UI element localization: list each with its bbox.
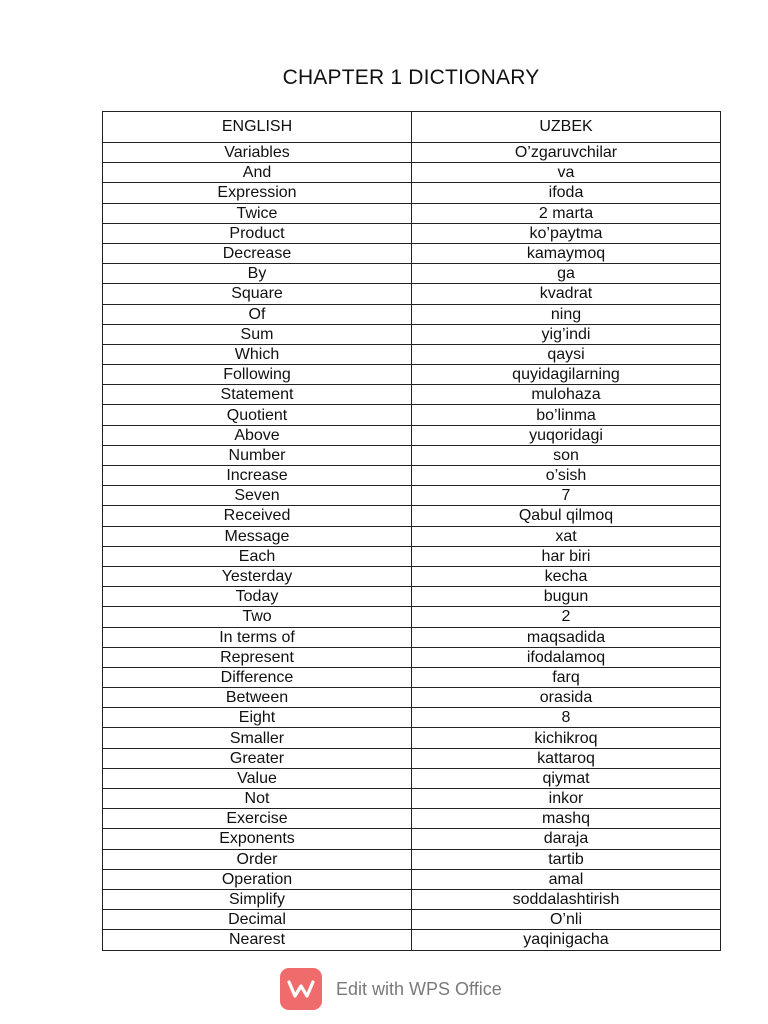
english-term-cell: Statement bbox=[103, 385, 412, 405]
table-row bbox=[103, 728, 721, 748]
english-term-cell: Not bbox=[103, 789, 412, 809]
uzbek-term-cell: va bbox=[412, 163, 721, 183]
table-row bbox=[103, 324, 721, 344]
column-header-uzbek: UZBEK bbox=[412, 112, 721, 143]
uzbek-term-cell: amal bbox=[412, 869, 721, 889]
table-row bbox=[103, 587, 721, 607]
english-term-cell: Represent bbox=[103, 647, 412, 667]
uzbek-term-cell: daraja bbox=[412, 829, 721, 849]
table-row bbox=[103, 930, 721, 950]
table-row bbox=[103, 223, 721, 243]
table-row bbox=[103, 849, 721, 869]
table-row bbox=[103, 789, 721, 809]
uzbek-term-cell: bugun bbox=[412, 587, 721, 607]
uzbek-term-cell: kvadrat bbox=[412, 284, 721, 304]
uzbek-term-cell: ifodalamoq bbox=[412, 647, 721, 667]
english-term-cell: Simplify bbox=[103, 889, 412, 909]
uzbek-term-cell: son bbox=[412, 445, 721, 465]
english-term-cell: Value bbox=[103, 768, 412, 788]
uzbek-term-cell: farq bbox=[412, 667, 721, 687]
uzbek-term-cell: inkor bbox=[412, 789, 721, 809]
english-term-cell: Eight bbox=[103, 708, 412, 728]
column-header-english: ENGLISH bbox=[103, 112, 412, 143]
english-term-cell: Message bbox=[103, 526, 412, 546]
english-term-cell: Of bbox=[103, 304, 412, 324]
english-term-cell: Above bbox=[103, 425, 412, 445]
table-row bbox=[103, 506, 721, 526]
uzbek-term-cell: qiymat bbox=[412, 768, 721, 788]
english-term-cell: Twice bbox=[103, 203, 412, 223]
english-term-cell: By bbox=[103, 264, 412, 284]
table-row bbox=[103, 910, 721, 930]
uzbek-term-cell: qaysi bbox=[412, 344, 721, 364]
table-row bbox=[103, 203, 721, 223]
uzbek-term-cell: soddalashtirish bbox=[412, 889, 721, 909]
english-term-cell: Decimal bbox=[103, 910, 412, 930]
table-row bbox=[103, 688, 721, 708]
table-row bbox=[103, 385, 721, 405]
table-row bbox=[103, 647, 721, 667]
table-row bbox=[103, 526, 721, 546]
uzbek-term-cell: kecha bbox=[412, 566, 721, 586]
table-row bbox=[103, 627, 721, 647]
page-title: CHAPTER 1 DICTIONARY bbox=[282, 66, 540, 89]
english-term-cell: Today bbox=[103, 587, 412, 607]
table-row bbox=[103, 667, 721, 687]
uzbek-term-cell: kamaymoq bbox=[412, 243, 721, 263]
table-row bbox=[103, 768, 721, 788]
uzbek-term-cell: O’zgaruvchilar bbox=[412, 143, 721, 163]
table-row bbox=[103, 809, 721, 829]
english-term-cell: Expression bbox=[103, 183, 412, 203]
table-row bbox=[103, 466, 721, 486]
uzbek-term-cell: kichikroq bbox=[412, 728, 721, 748]
table-row bbox=[103, 425, 721, 445]
uzbek-term-cell: yuqoridagi bbox=[412, 425, 721, 445]
english-term-cell: Exponents bbox=[103, 829, 412, 849]
uzbek-term-cell: 2 bbox=[412, 607, 721, 627]
table-row bbox=[103, 284, 721, 304]
uzbek-term-cell: yaqinigacha bbox=[412, 930, 721, 950]
uzbek-term-cell: O’nli bbox=[412, 910, 721, 930]
english-term-cell: Square bbox=[103, 284, 412, 304]
table-row bbox=[103, 486, 721, 506]
english-term-cell: Quotient bbox=[103, 405, 412, 425]
table-row bbox=[103, 365, 721, 385]
uzbek-term-cell: ko’paytma bbox=[412, 223, 721, 243]
uzbek-term-cell: bo’linma bbox=[412, 405, 721, 425]
wps-edit-label[interactable]: Edit with WPS Office bbox=[336, 978, 502, 999]
table-row bbox=[103, 829, 721, 849]
uzbek-term-cell: yig’indi bbox=[412, 324, 721, 344]
uzbek-term-cell: 2 marta bbox=[412, 203, 721, 223]
english-term-cell: Following bbox=[103, 365, 412, 385]
wps-edit-banner[interactable] bbox=[280, 968, 502, 1010]
table-row bbox=[103, 243, 721, 263]
table-row bbox=[103, 546, 721, 566]
table-row bbox=[103, 708, 721, 728]
english-term-cell: Between bbox=[103, 688, 412, 708]
english-term-cell: Exercise bbox=[103, 809, 412, 829]
table-body bbox=[103, 143, 721, 951]
table-row bbox=[103, 445, 721, 465]
uzbek-term-cell: ifoda bbox=[412, 183, 721, 203]
table-row bbox=[103, 869, 721, 889]
uzbek-term-cell: har biri bbox=[412, 546, 721, 566]
english-term-cell: Which bbox=[103, 344, 412, 364]
uzbek-term-cell: ga bbox=[412, 264, 721, 284]
uzbek-term-cell: orasida bbox=[412, 688, 721, 708]
english-term-cell: Received bbox=[103, 506, 412, 526]
english-term-cell: Smaller bbox=[103, 728, 412, 748]
english-term-cell: Order bbox=[103, 849, 412, 869]
english-term-cell: Number bbox=[103, 445, 412, 465]
english-term-cell: Difference bbox=[103, 667, 412, 687]
table-row bbox=[103, 748, 721, 768]
table-row bbox=[103, 405, 721, 425]
uzbek-term-cell: kattaroq bbox=[412, 748, 721, 768]
uzbek-term-cell: mulohaza bbox=[412, 385, 721, 405]
english-term-cell: Seven bbox=[103, 486, 412, 506]
english-term-cell: Each bbox=[103, 546, 412, 566]
english-term-cell: And bbox=[103, 163, 412, 183]
table-header-row bbox=[103, 112, 721, 143]
english-term-cell: Yesterday bbox=[103, 566, 412, 586]
english-term-cell: Sum bbox=[103, 324, 412, 344]
uzbek-term-cell: 8 bbox=[412, 708, 721, 728]
uzbek-term-cell: quyidagilarning bbox=[412, 365, 721, 385]
english-term-cell: Decrease bbox=[103, 243, 412, 263]
table-row bbox=[103, 143, 721, 163]
wps-office-logo-icon bbox=[280, 968, 322, 1010]
table-row bbox=[103, 607, 721, 627]
english-term-cell: Product bbox=[103, 223, 412, 243]
uzbek-term-cell: mashq bbox=[412, 809, 721, 829]
uzbek-term-cell: xat bbox=[412, 526, 721, 546]
uzbek-term-cell: o’sish bbox=[412, 466, 721, 486]
english-term-cell: Increase bbox=[103, 466, 412, 486]
uzbek-term-cell: 7 bbox=[412, 486, 721, 506]
english-term-cell: Variables bbox=[103, 143, 412, 163]
table-row bbox=[103, 566, 721, 586]
english-term-cell: Operation bbox=[103, 869, 412, 889]
table-row bbox=[103, 304, 721, 324]
table-row bbox=[103, 344, 721, 364]
table-row bbox=[103, 264, 721, 284]
english-term-cell: Nearest bbox=[103, 930, 412, 950]
uzbek-term-cell: maqsadida bbox=[412, 627, 721, 647]
uzbek-term-cell: tartib bbox=[412, 849, 721, 869]
dictionary-table bbox=[102, 111, 721, 951]
english-term-cell: Greater bbox=[103, 748, 412, 768]
uzbek-term-cell: ning bbox=[412, 304, 721, 324]
table-row bbox=[103, 183, 721, 203]
english-term-cell: Two bbox=[103, 607, 412, 627]
table-row bbox=[103, 163, 721, 183]
table-row bbox=[103, 889, 721, 909]
english-term-cell: In terms of bbox=[103, 627, 412, 647]
uzbek-term-cell: Qabul qilmoq bbox=[412, 506, 721, 526]
